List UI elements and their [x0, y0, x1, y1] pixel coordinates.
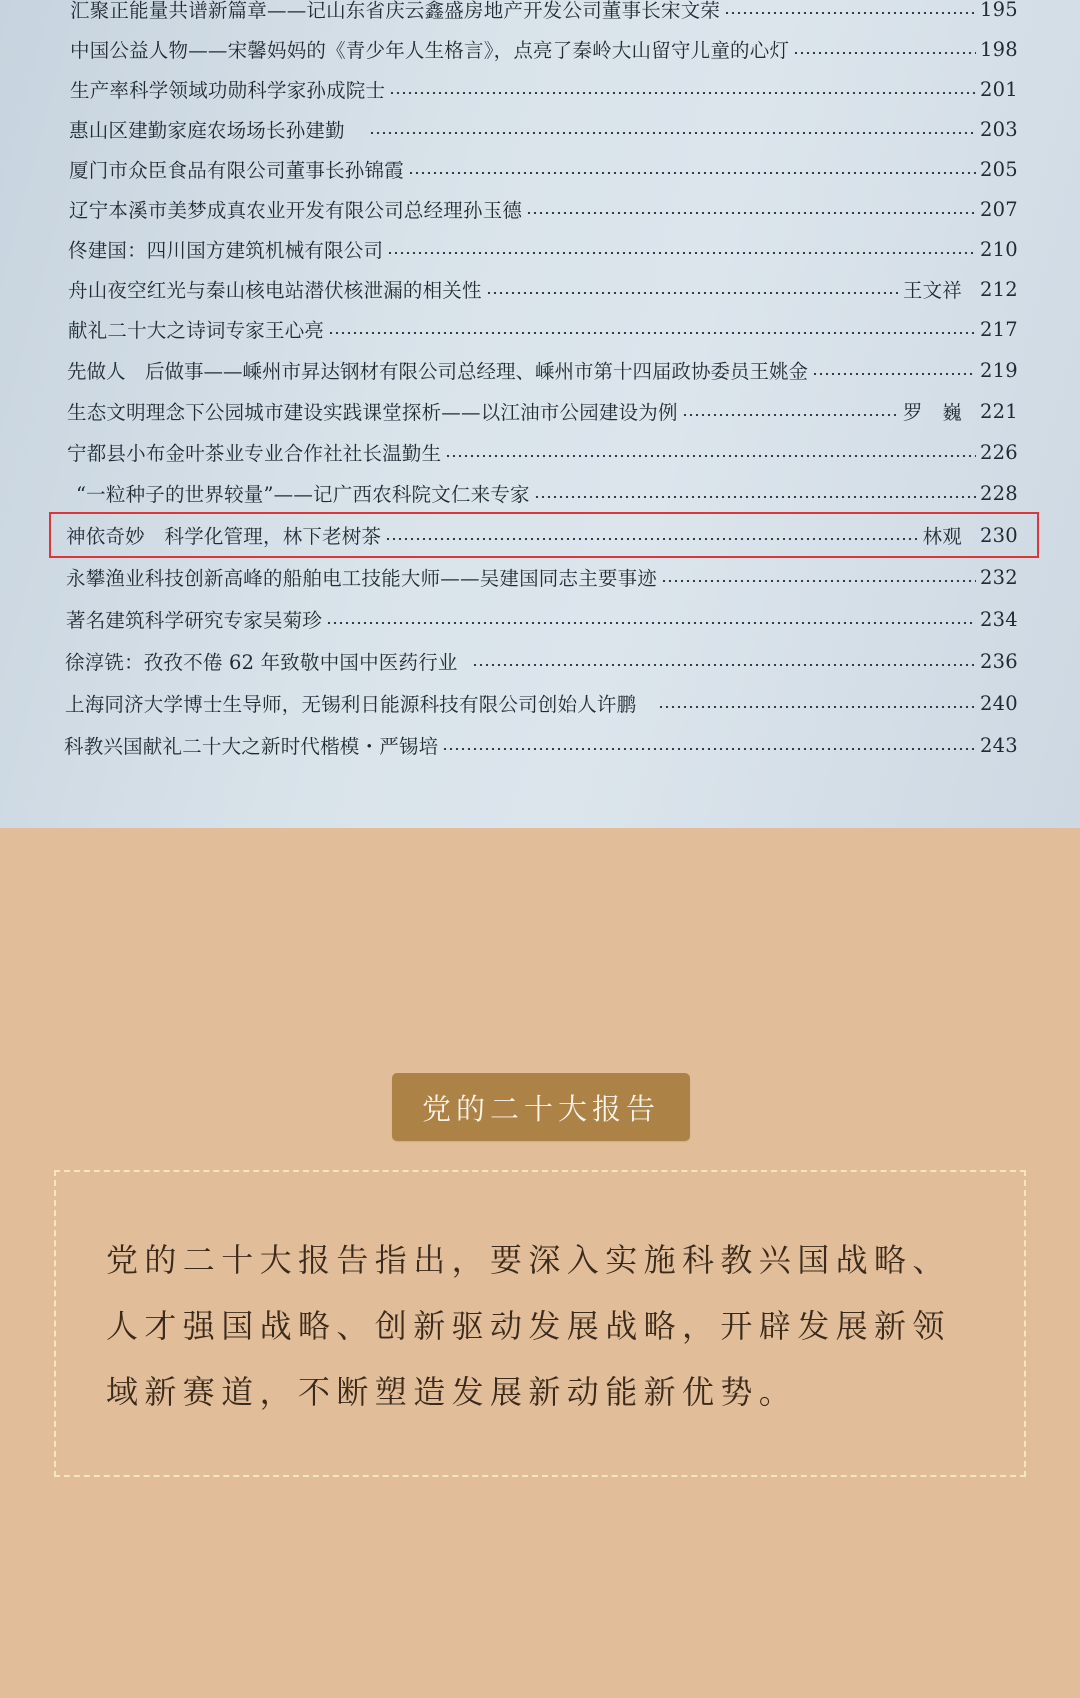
toc-dot-leader — [812, 373, 976, 375]
toc-dot-leader — [724, 12, 976, 14]
toc-entry — [76, 476, 1018, 510]
toc-entry-page: 203 — [980, 117, 1018, 141]
toc-dot-leader — [658, 706, 976, 708]
toc-entry-title: 神依奇妙 科学化管理，林下老树茶 — [66, 525, 382, 548]
toc-entry — [69, 152, 1018, 186]
toc-entry-title: 生产率科学领域功勋科学家孙成院士 — [70, 79, 386, 102]
toc-entry-page: 219 — [980, 358, 1018, 382]
toc-dot-leader — [389, 92, 976, 94]
toc-entry — [65, 686, 1018, 720]
toc-entry-page: 243 — [980, 733, 1018, 757]
toc-dot-leader — [387, 252, 976, 254]
toc-entry-page: 207 — [980, 197, 1018, 221]
toc-entry-title: 永攀渔业科技创新高峰的船舶电工技能大师——吴建国同志主要事迹 — [66, 567, 658, 590]
toc-entry-author: 林观 — [922, 525, 962, 548]
toc-entry-title: 舟山夜空红光与秦山核电站潜伏核泄漏的相关性 — [68, 279, 482, 302]
toc-dot-leader — [328, 332, 976, 334]
toc-dot-leader — [369, 132, 976, 134]
toc-entry-page: 201 — [980, 77, 1018, 101]
toc-entry-page: 240 — [980, 691, 1018, 715]
toc-dot-leader — [793, 52, 976, 54]
toc-entry-title: 辽宁本溪市美梦成真农业开发有限公司总经理孙玉德 — [69, 199, 523, 222]
toc-entry — [66, 602, 1018, 636]
toc-entry-page: 198 — [980, 37, 1018, 61]
toc-entry-title: 生态文明理念下公园城市建设实践课堂探析——以江油市公园建设为例 — [67, 401, 678, 424]
toc-dot-leader — [526, 212, 976, 214]
toc-entry-author: 罗 巍 — [902, 401, 962, 424]
toc-entry — [70, 0, 1018, 26]
toc-entry-title: 徐淳铣：孜孜不倦 62 年致敬中国中医药行业 — [65, 651, 458, 674]
toc-entry-title: 上海同济大学博士生导师，无锡利日能源科技有限公司创始人许鹏 — [65, 693, 637, 716]
toc-entry-title: 献礼二十大之诗词专家王心亮 — [68, 319, 325, 342]
section-label: 党的二十大报告 — [392, 1073, 690, 1141]
toc-entry-page: 205 — [980, 157, 1018, 181]
toc-dot-leader — [445, 455, 976, 457]
toc-dot-leader — [661, 580, 976, 582]
toc-entry — [69, 112, 1018, 146]
toc-entry — [65, 644, 1018, 678]
toc-entry — [67, 353, 1018, 387]
toc-entry-title: 佟建国：四川国方建筑机械有限公司 — [68, 239, 384, 262]
toc-entry — [70, 32, 1018, 66]
toc-entry-page: 228 — [980, 481, 1018, 505]
toc-entry-title: 汇聚正能量共谱新篇章——记山东省庆云鑫盛房地产开发公司董事长宋文荣 — [70, 0, 721, 22]
toc-entry-title: 先做人 后做事——嵊州市昇达钢材有限公司总经理、嵊州市第十四届政协委员王姚金 — [67, 360, 809, 383]
toc-dot-leader — [326, 622, 976, 624]
toc-entry-page: 226 — [980, 440, 1018, 464]
toc-dot-leader — [442, 748, 976, 750]
toc-entry-page: 236 — [980, 649, 1018, 673]
toc-entry-title: 著名建筑科学研究专家吴菊珍 — [66, 609, 323, 632]
quote-text: 党的二十大报告指出，要深入实施科教兴国战略、人才强国战略、创新驱动发展战略，开辟发展新领域新赛道，不断塑造发展新动能新优势。 — [106, 1241, 951, 1411]
toc-entry-title: 中国公益人物——宋馨妈妈的《青少年人生格言》，点亮了秦岭大山留守儿童的心灯 — [70, 39, 790, 62]
toc-entry-title: “一粒种子的世界较量”——记广西农科院文仁来专家 — [76, 483, 530, 506]
toc-entry-title: 惠山区建勤家庭农场场长孙建勤 — [69, 119, 345, 142]
toc-entry-title: 科教兴国献礼二十大之新时代楷模・严锡培 — [64, 735, 439, 758]
toc-dot-leader — [534, 496, 976, 498]
toc-entry-page: 234 — [980, 607, 1018, 631]
toc-entry-page: 217 — [980, 317, 1018, 341]
toc-entry-page: 195 — [980, 0, 1018, 21]
toc-entry-page: 232 — [980, 565, 1018, 589]
toc-dot-leader — [682, 414, 899, 416]
toc-dot-leader — [486, 292, 899, 294]
toc-entry-page: 221 — [980, 399, 1018, 423]
toc-entry — [64, 728, 1018, 762]
toc-entry-page: 210 — [980, 237, 1018, 261]
toc-entry — [66, 560, 1018, 594]
toc-photo — [0, 0, 1080, 828]
toc-entry — [69, 192, 1018, 226]
toc-entry — [68, 312, 1018, 346]
toc-dot-leader — [472, 664, 976, 666]
toc-entry-page: 230 — [980, 523, 1018, 547]
toc-entry — [68, 232, 1018, 266]
toc-entry — [70, 72, 1018, 106]
toc-dot-leader — [408, 172, 976, 174]
toc-entry-author: 王文祥 — [902, 279, 962, 302]
toc-entry-title: 宁都县小布金叶茶业专业合作社社长温勤生 — [67, 442, 442, 465]
toc-entry — [68, 272, 1018, 306]
toc-entry — [67, 394, 1018, 428]
toc-entry-title: 厦门市众臣食品有限公司董事长孙锦霞 — [69, 159, 404, 182]
highlight-box — [49, 512, 1039, 558]
toc-entry — [67, 435, 1018, 469]
toc-entry-page: 212 — [980, 277, 1018, 301]
